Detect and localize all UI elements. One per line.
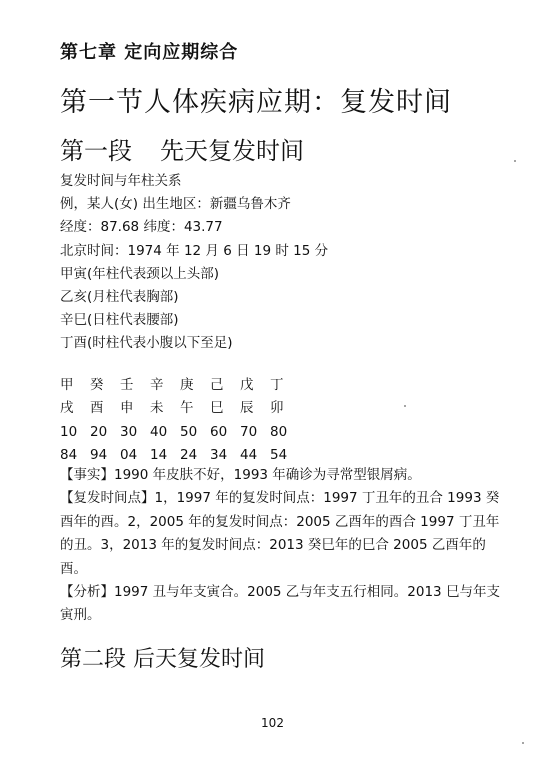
scan-speck	[404, 405, 406, 407]
pillar-cell: 44	[240, 446, 258, 463]
pillar-cell: 84	[60, 446, 78, 463]
info-line: 乙亥(月柱代表胸部)	[60, 288, 179, 305]
segment-1-part: 第一段	[60, 137, 132, 165]
recurrence-paragraph: 【复发时间点】1，1997 年的复发时间点：1997 丁丑年的丑合 1993 癸酉年的酉。2，2005 年的复发时间点：2005 乙酉年的酉合 1997 丁丑年的丑。3，2013 年的复发时间点：2013 癸巳年的巳合 2005 乙酉年的酉。	[60, 490, 500, 577]
info-line: 北京时间：1974 年 12 月 6 日 19 时 15 分	[60, 242, 329, 259]
pillar-cell: 戊	[240, 377, 254, 393]
pillar-cell: 辰	[240, 400, 254, 417]
pillar-cell: 巳	[210, 400, 224, 417]
pillar-row	[60, 421, 300, 444]
pillar-cell: 申	[120, 400, 134, 417]
pillar-cell: 54	[270, 446, 288, 463]
pillar-cell: 甲	[60, 377, 74, 393]
body-paragraphs	[60, 464, 500, 628]
info-line: 例，某人(女) 出生地区：新疆乌鲁木齐	[60, 196, 291, 213]
pillar-cell: 10	[60, 423, 78, 440]
pillar-cell: 80	[270, 423, 288, 440]
pillar-cell: 辛	[150, 377, 164, 393]
chapter-title: 第七章 定向应期综合	[60, 42, 239, 63]
info-line: 辛巳(日柱代表腰部)	[60, 312, 179, 329]
pillar-grid	[60, 374, 300, 467]
pillar-cell: 庚	[180, 377, 194, 393]
info-line: 甲寅(年柱代表颈以上头部)	[60, 265, 220, 282]
page-number: 102	[261, 716, 284, 730]
pillar-cell: 50	[180, 423, 198, 440]
info-lines	[60, 170, 500, 356]
segment-2-heading: 第二段 后天复发时间	[60, 647, 265, 672]
info-line: 复发时间与年柱关系	[60, 173, 182, 189]
pillar-cell: 酉	[90, 400, 104, 417]
pillar-cell: 己	[210, 377, 224, 393]
fact-paragraph: 【事实】1990 年皮肤不好，1993 年确诊为寻常型银屑病。	[60, 467, 421, 483]
section-title: 第一节人体疾病应期：复发时间	[60, 87, 452, 118]
pillar-cell: 20	[90, 423, 108, 440]
pillar-cell: 70	[240, 423, 258, 440]
info-line: 丁酉(时柱代表小腹以下至足)	[60, 335, 233, 352]
segment-1-title: 先天复发时间	[160, 137, 304, 165]
pillar-cell: 60	[210, 423, 228, 440]
pillar-cell: 34	[210, 446, 228, 463]
pillar-cell: 04	[120, 446, 138, 463]
pillar-cell: 14	[150, 446, 168, 463]
pillar-row	[60, 397, 300, 420]
pillar-cell: 丁	[270, 377, 284, 393]
pillar-cell: 24	[180, 446, 198, 463]
pillar-cell: 戌	[60, 400, 74, 417]
scan-speck	[522, 742, 524, 744]
analysis-paragraph: 【分析】1997 丑与年支寅合。2005 乙与年支五行相同。2013 巳与年支寅刑。	[60, 584, 500, 624]
pillar-cell: 午	[180, 400, 194, 417]
pillar-cell: 卯	[270, 400, 284, 417]
pillar-cell: 未	[150, 400, 164, 417]
pillar-cell: 壬	[120, 377, 134, 393]
pillar-cell: 30	[120, 423, 138, 440]
scan-speck	[514, 160, 516, 162]
segment-1-heading	[60, 131, 304, 166]
info-line: 经度：87.68 纬度：43.77	[60, 219, 223, 236]
pillar-row	[60, 374, 300, 397]
pillar-cell: 癸	[90, 377, 104, 393]
pillar-cell: 40	[150, 423, 168, 440]
pillar-cell: 94	[90, 446, 108, 463]
